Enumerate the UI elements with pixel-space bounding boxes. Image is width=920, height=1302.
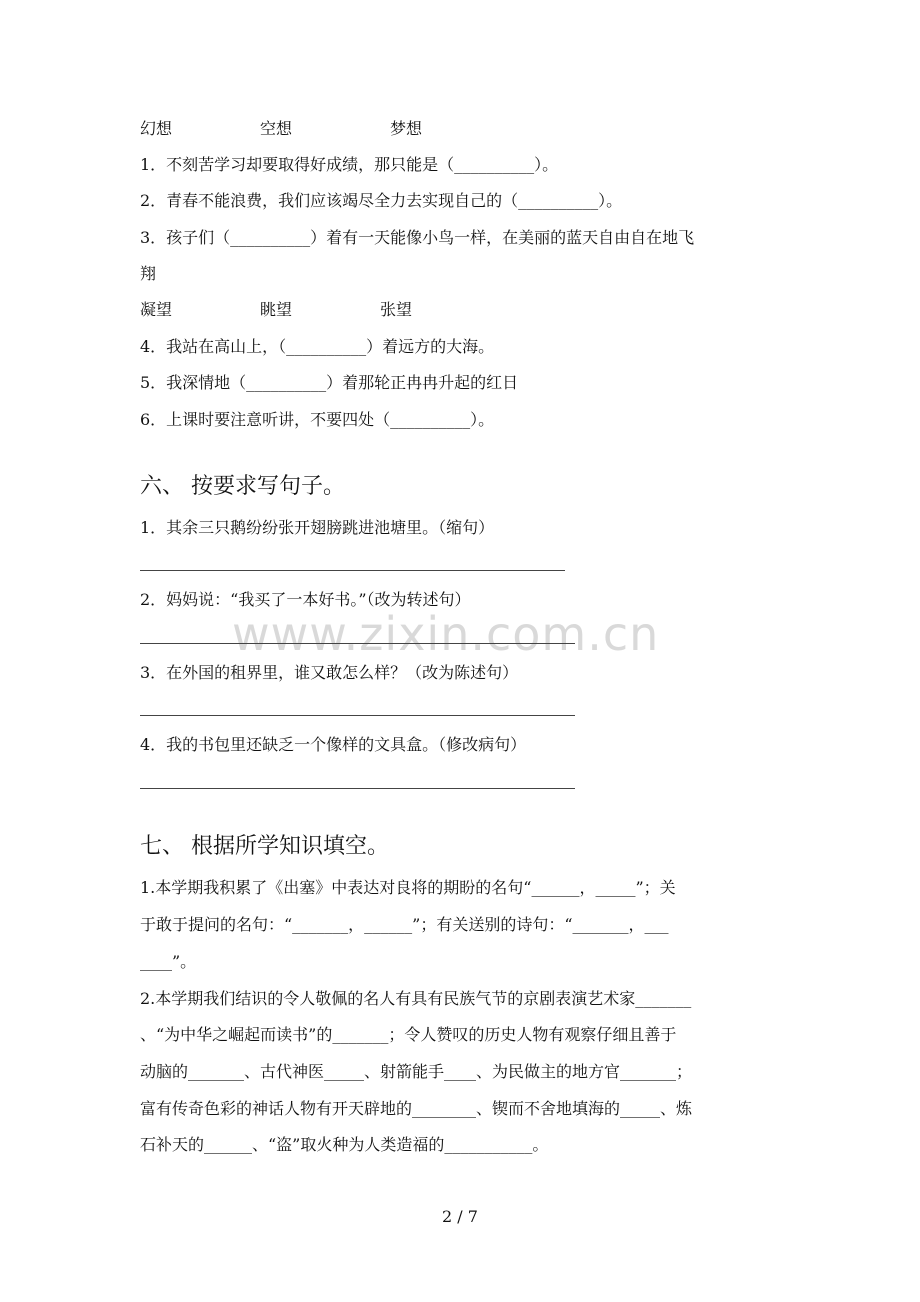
sentence-task-4: 4．我的书包里还缺乏一个像样的文具盒。（修改病句） [140,735,527,754]
fill-item-3-cont: 翔 [140,264,157,283]
word-option-huanxiang: 幻想 [140,119,173,138]
word-option-zhangwang: 张望 [380,300,413,319]
knowledge-line-7: 富有传奇色彩的神话人物有开天辟地的________、锲而不舍地填海的_____、炼 [140,1099,693,1118]
section-7-heading: 七、 根据所学知识填空。 [140,834,389,859]
fill-item-3: 3．孩子们（__________）着有一天能像小鸟一样，在美丽的蓝天自由自在地飞 [140,228,695,247]
word-option-ningwang: 凝望 [140,300,173,319]
knowledge-line-2: 于敢于提问的名句：“_______，______”；有关送别的诗句：“_______，___ [140,915,669,934]
knowledge-line-6: 动脑的_______、古代神医_____、射箭能手____、为民做主的地方官_______； [140,1062,693,1081]
answer-line-1 [140,570,565,571]
knowledge-line-8: 石补天的______、“盗”取火种为人类造福的___________。 [140,1135,549,1154]
watermark: www.zixin.com.cn [232,607,660,661]
fill-item-4: 4．我站在高山上，（__________）着远方的大海。 [140,337,495,356]
answer-line-4 [140,788,575,789]
word-option-kongxiang: 空想 [260,119,293,138]
section-6-heading: 六、 按要求写句子。 [140,474,345,499]
answer-line-2 [140,643,575,644]
sentence-task-2: 2．妈妈说：“我买了一本好书。”（改为转述句） [140,590,471,609]
fill-item-1: 1．不刻苦学习却要取得好成绩，那只能是（__________）。 [140,155,559,174]
word-option-tiaowang: 眺望 [260,300,293,319]
sentence-task-3: 3．在外国的租界里，谁又敢怎么样？（改为陈述句） [140,663,519,682]
fill-item-6: 6．上课时要注意听讲，不要四处（__________）。 [140,410,495,429]
knowledge-line-1: 1.本学期我积累了《出塞》中表达对良将的期盼的名句“______，_____”；关 [140,878,676,897]
sentence-task-1: 1．其余三只鹅纷纷张开翅膀跳进池塘里。（缩句） [140,518,495,537]
knowledge-line-4: 2.本学期我们结识的令人敬佩的名人有具有民族气节的京剧表演艺术家_______ [140,989,692,1008]
knowledge-line-5: 、“为中华之崛起而读书”的_______；令人赞叹的历史人物有观察仔细且善于 [140,1025,677,1044]
fill-item-2: 2．青春不能浪费，我们应该竭尽全力去实现自己的（__________）。 [140,191,623,210]
page-number: 2 / 7 [442,1207,478,1226]
answer-line-3 [140,715,575,716]
knowledge-line-3: ____”。 [140,952,197,971]
word-option-mengxiang: 梦想 [390,119,423,138]
fill-item-5: 5．我深情地（__________）着那轮正冉冉升起的红日 [140,373,519,392]
